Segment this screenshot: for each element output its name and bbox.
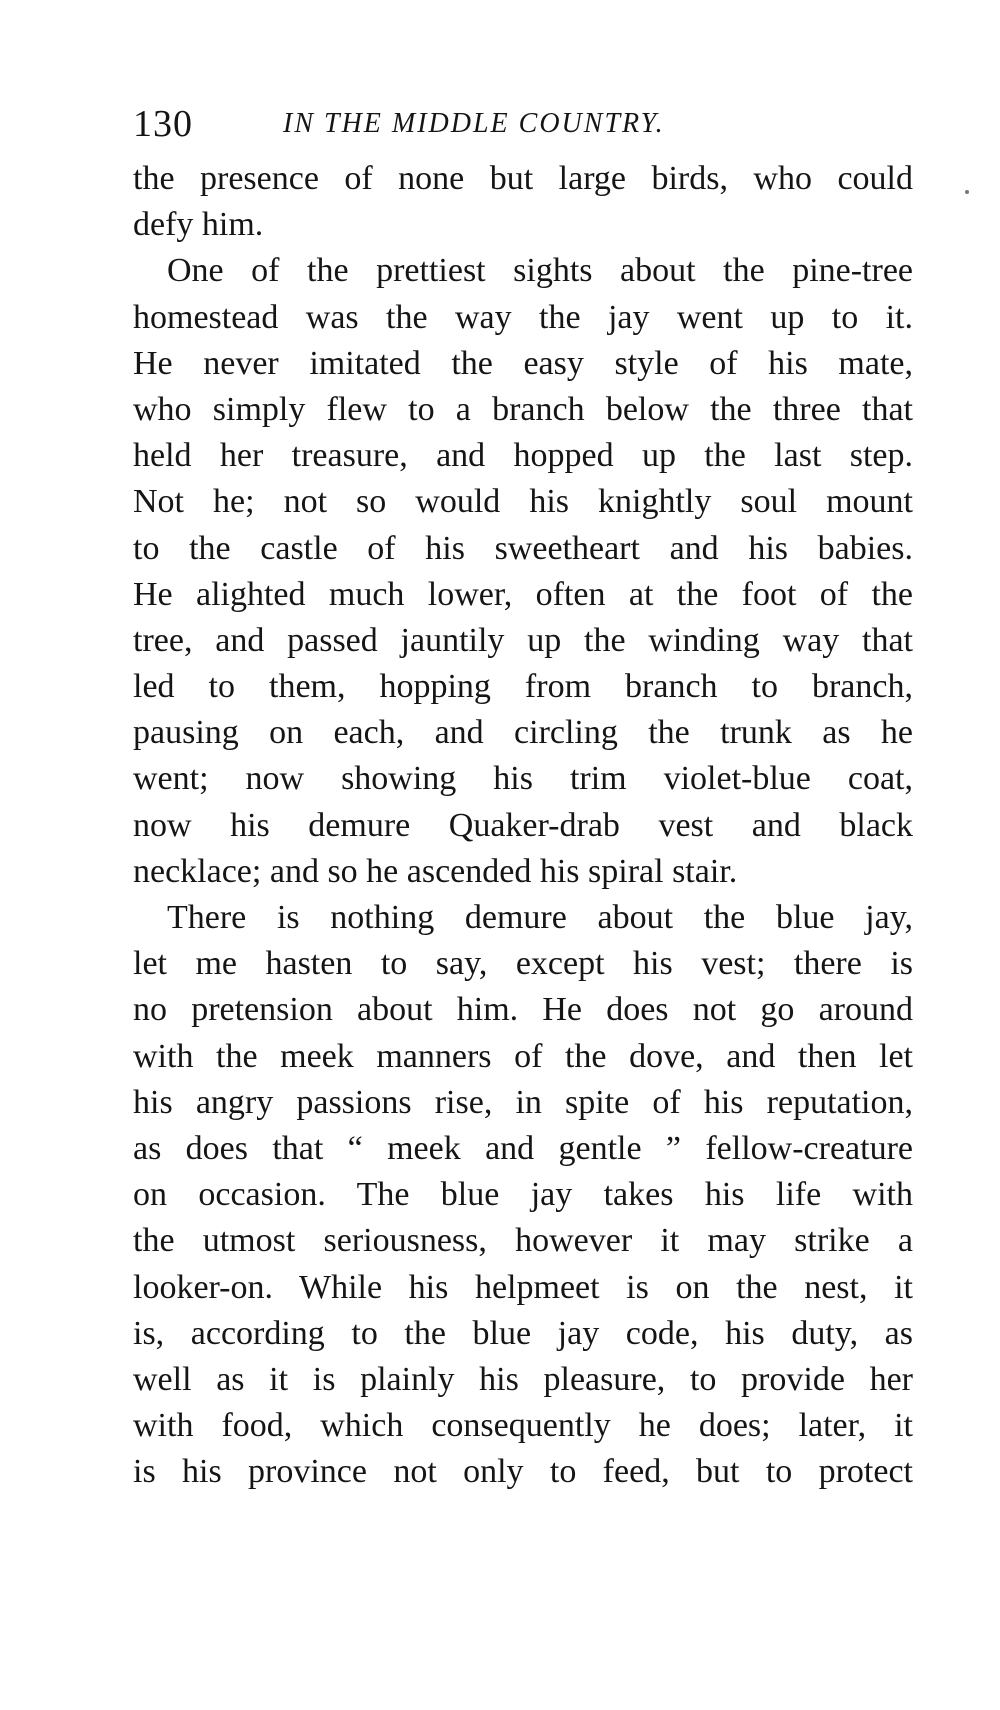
page-number: 130	[133, 103, 193, 145]
paragraph	[133, 895, 913, 1495]
text-line: necklace; and so he ascended his spiral stair.	[133, 852, 738, 890]
text-line: well as it is plainly his pleasure, to provide her	[133, 1360, 913, 1398]
text-line: tree, and passed jauntily up the winding way that	[133, 621, 913, 659]
text-line: Not he; not so would his knightly soul mount	[133, 483, 913, 521]
body-text	[133, 156, 913, 1495]
text-line: the presence of none but large birds, who could	[133, 160, 913, 197]
text-line: now his demure Quaker-drab vest and black	[133, 806, 913, 844]
text-line: on occasion. The blue jay takes his life with	[133, 1176, 913, 1214]
text-line: to the castle of his sweetheart and his babies.	[133, 529, 913, 567]
text-line: is, according to the blue jay code, his duty, as	[133, 1314, 913, 1352]
text-line: pausing on each, and circling the trunk as he	[133, 714, 913, 752]
text-line: his angry passions rise, in spite of his reputation,	[133, 1083, 913, 1121]
text-line: homestead was the way the jay went up to it.	[133, 298, 913, 336]
text-line: defy him.	[133, 206, 264, 244]
text-line: went; now showing his trim violet-blue coat,	[133, 760, 913, 798]
text-line: the utmost seriousness, however it may strike a	[133, 1222, 913, 1260]
text-line: no pretension about him. He does not go around	[133, 991, 913, 1029]
text-line: who simply flew to a branch below the three that	[133, 390, 913, 428]
page-header	[133, 100, 913, 148]
text-line: He never imitated the easy style of his mate,	[133, 344, 913, 382]
text-line: He alighted much lower, often at the foot of the	[133, 575, 913, 613]
paragraph	[133, 156, 913, 248]
text-line: There is nothing demure about the blue jay,	[167, 899, 913, 936]
paragraph	[133, 248, 913, 895]
running-title: IN THE MIDDLE COUNTRY.	[283, 108, 665, 139]
text-line: led to them, hopping from branch to branch,	[133, 668, 913, 706]
text-line: as does that “ meek and gentle ” fellow-creature	[133, 1129, 913, 1167]
text-line: One of the prettiest sights about the pine-tree	[167, 252, 913, 290]
text-line: with food, which consequently he does; later, it	[133, 1407, 913, 1445]
text-line: looker-on. While his helpmeet is on the nest, it	[133, 1268, 913, 1306]
text-line: with the meek manners of the dove, and then let	[133, 1037, 913, 1075]
text-line: let me hasten to say, except his vest; there is	[133, 945, 913, 983]
margin-speck	[965, 190, 969, 194]
text-line: held her treasure, and hopped up the last step.	[133, 437, 913, 475]
text-line: is his province not only to feed, but to protect	[133, 1453, 913, 1491]
